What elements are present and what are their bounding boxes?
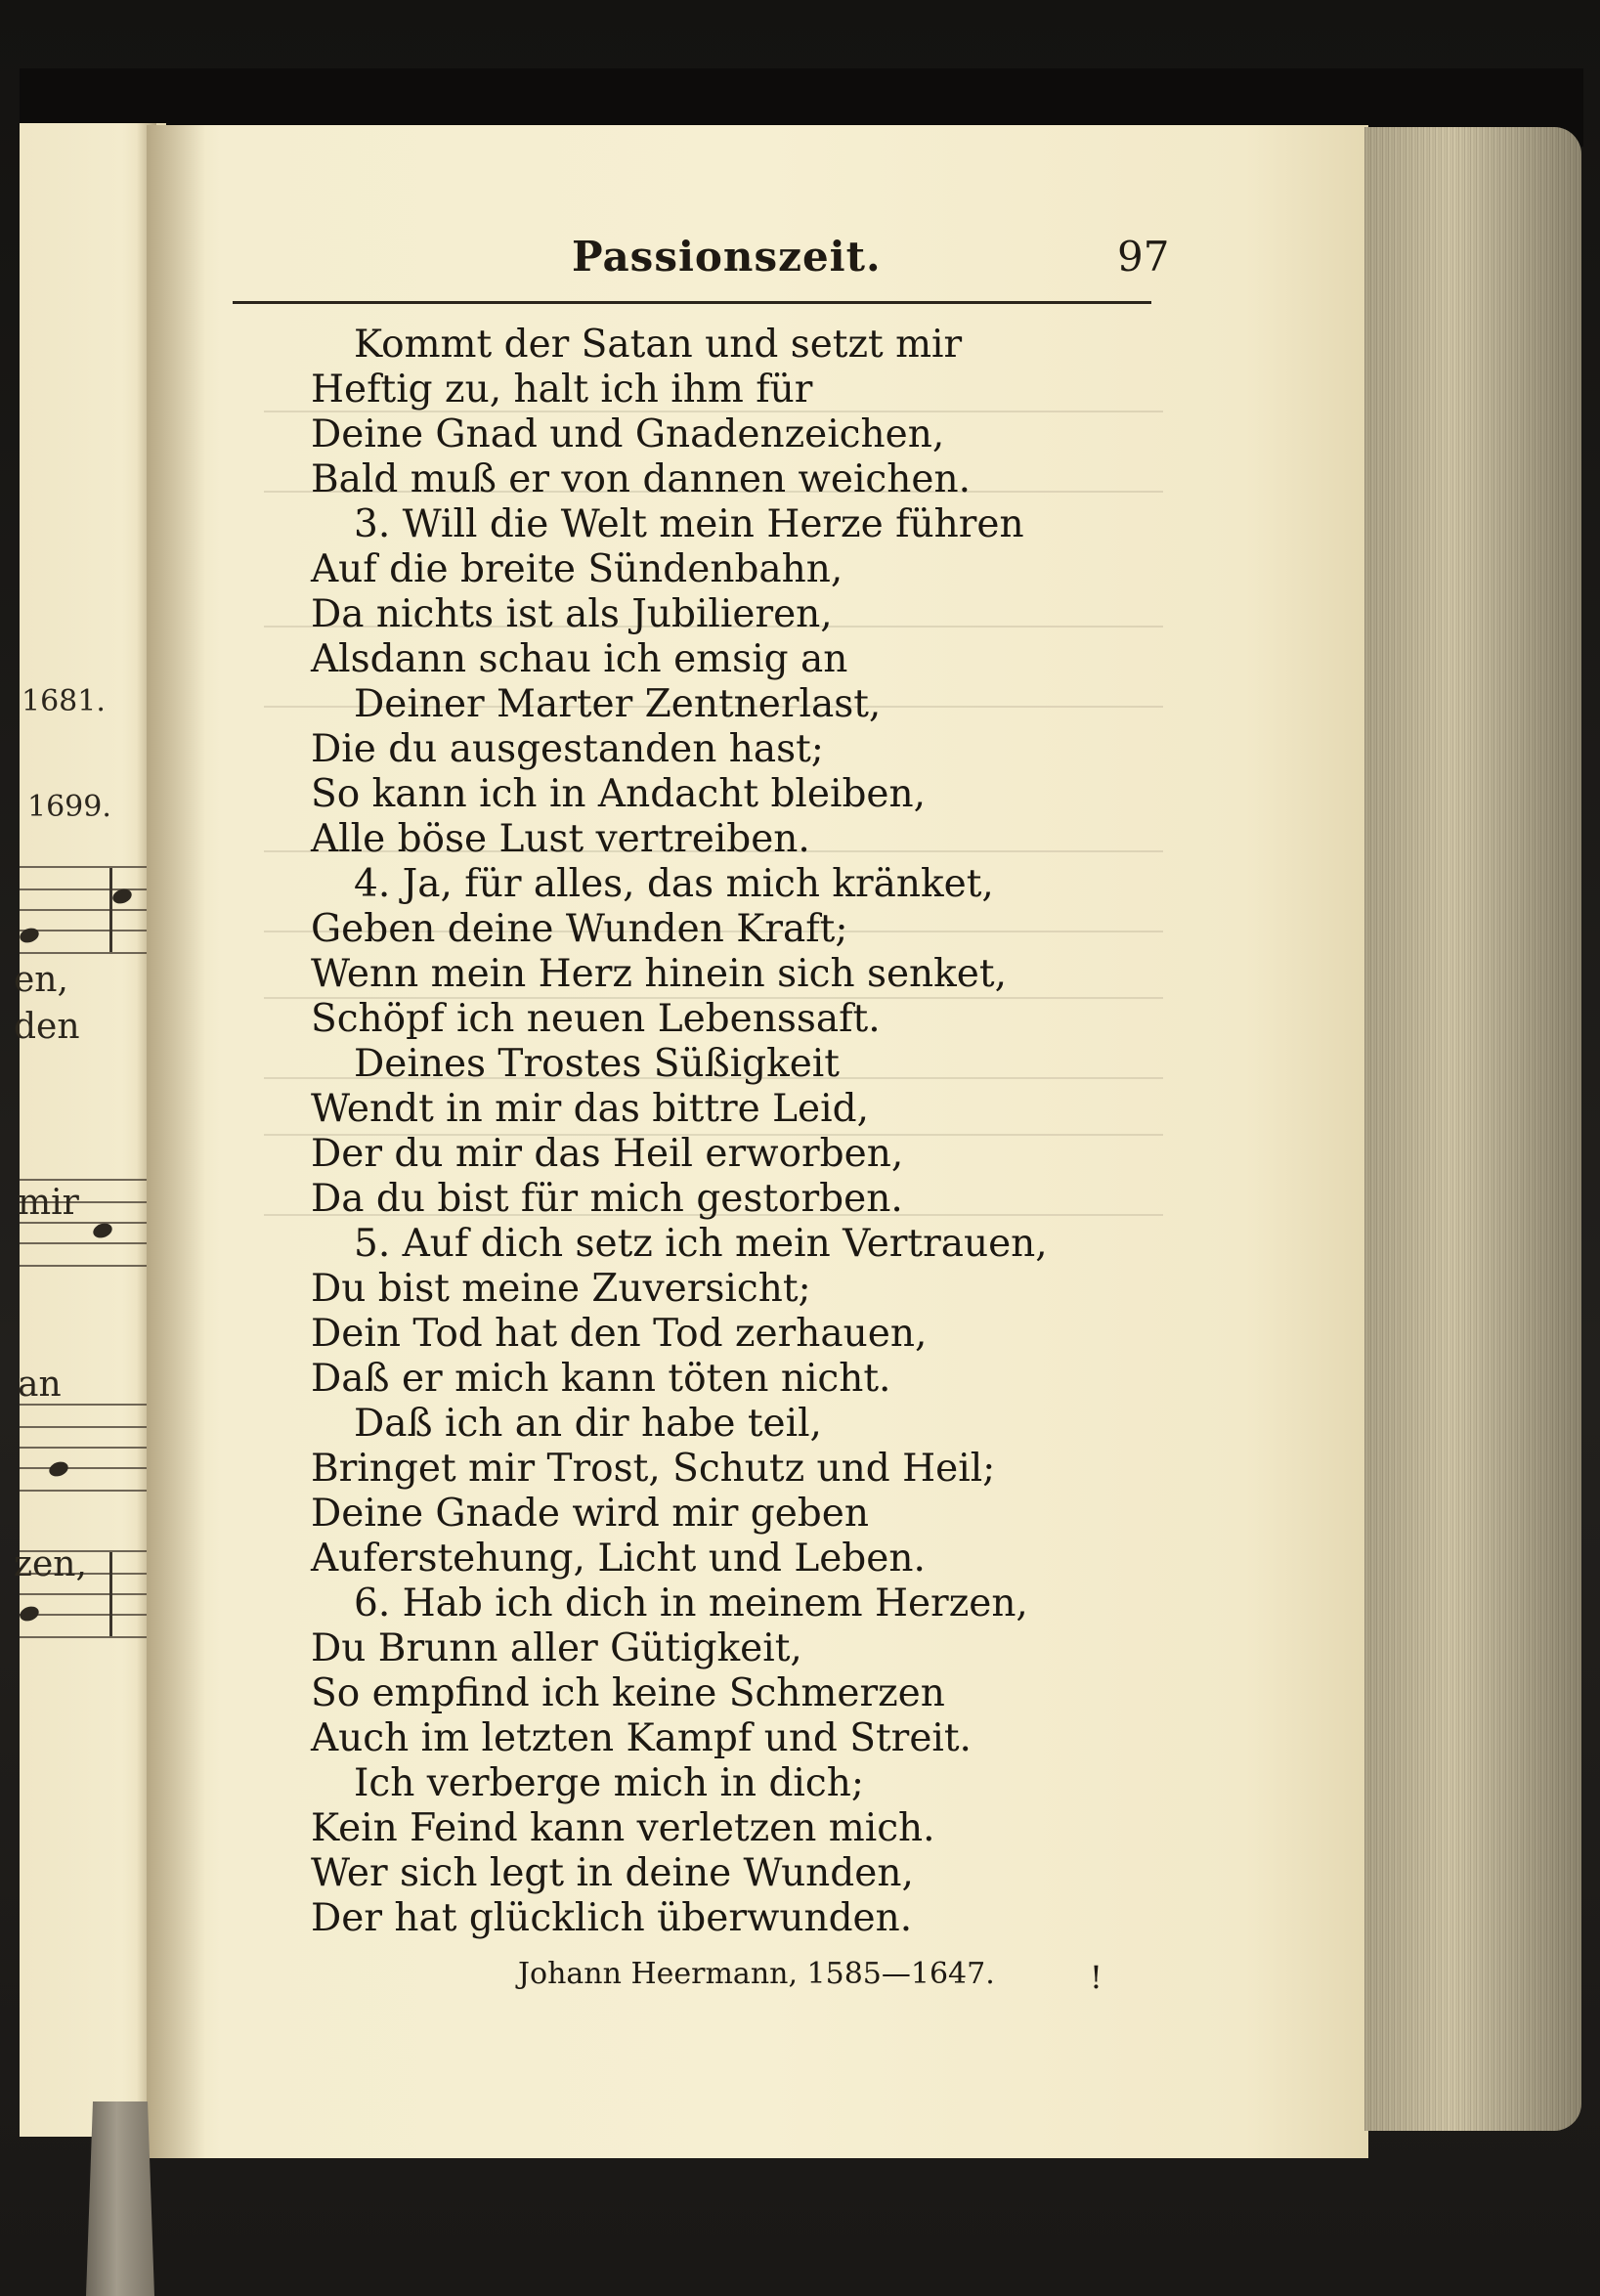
verse-line: Du bist meine Zuversicht; xyxy=(311,1267,811,1311)
verse-line: Auferstehung, Licht und Leben. xyxy=(311,1537,926,1581)
verse-line: Deines Trostes Süßigkeit xyxy=(354,1042,840,1086)
verse-line: Deiner Marter Zentnerlast, xyxy=(354,682,882,726)
page-number: 97 xyxy=(1117,233,1170,281)
page-title: Passionszeit. xyxy=(572,233,882,281)
verse-line: Da nichts ist als Jubilieren, xyxy=(311,592,833,636)
verse-line: Der du mir das Heil erworben, xyxy=(311,1132,904,1176)
footer-mark: ! xyxy=(1090,1959,1103,1996)
verse-line: So kann ich in Andacht bleiben, xyxy=(311,772,927,816)
left-page-text-fragment: en, xyxy=(14,960,68,1000)
verse-line: Bald muß er von dannen weichen. xyxy=(311,457,971,501)
verse-line: Deine Gnade wird mir geben xyxy=(311,1492,869,1536)
verse-line: 4. Ja, für alles, das mich kränket, xyxy=(354,862,994,906)
verse-line: 6. Hab ich dich in meinem Herzen, xyxy=(354,1581,1028,1625)
verse-line: Kommt der Satan und setzt mir xyxy=(354,323,963,367)
left-page-text-fragment: den xyxy=(14,1007,80,1047)
verse-line: Bringet mir Trost, Schutz und Heil; xyxy=(311,1447,996,1491)
left-page-number-fragment: 1681. xyxy=(22,684,106,718)
ribbon-bookmark xyxy=(86,2101,154,2296)
author-credit: Johann Heermann, 1585—1647. xyxy=(518,1957,995,1991)
verse-line: Schöpf ich neuen Lebenssaft. xyxy=(311,997,881,1041)
verse-line: Alle böse Lust vertreiben. xyxy=(311,817,810,861)
verse-line: Geben deine Wunden Kraft; xyxy=(311,907,848,951)
verse-line: 5. Auf dich setz ich mein Vertrauen, xyxy=(354,1222,1048,1266)
verse-line: Wendt in mir das bittre Leid, xyxy=(311,1087,869,1131)
verse-line: Dein Tod hat den Tod zerhauen, xyxy=(311,1312,928,1356)
verse-line: Auf die breite Sündenbahn, xyxy=(311,547,843,591)
verse-line: Da du bist für mich gestorben. xyxy=(311,1177,903,1221)
verse-line: Du Brunn aller Gütigkeit, xyxy=(311,1626,802,1670)
left-page-number-fragment: 1699. xyxy=(27,790,111,824)
left-page-text-fragment: an xyxy=(18,1365,62,1405)
verse-line: Heftig zu, halt ich ihm für xyxy=(311,368,813,412)
verse-line: Deine Gnad und Gnadenzeichen, xyxy=(311,412,945,456)
verse-line: Kein Feind kann verletzen mich. xyxy=(311,1806,935,1850)
left-page-text-fragment: mir xyxy=(18,1183,79,1223)
verse-line: Daß er mich kann töten nicht. xyxy=(311,1357,891,1401)
verse-line: Alsdann schau ich emsig an xyxy=(311,637,848,681)
verse-line: So empfind ich keine Schmerzen xyxy=(311,1671,945,1715)
verse-line: Auch im letzten Kampf und Streit. xyxy=(311,1716,972,1760)
verse-line: Daß ich an dir habe teil, xyxy=(354,1402,822,1446)
verse-line: Wenn mein Herz hinein sich senket, xyxy=(311,952,1007,996)
verse-line: Ich verberge mich in dich; xyxy=(354,1761,864,1805)
verse-line: Die du ausgestanden hast; xyxy=(311,727,824,771)
verse-line: Wer sich legt in deine Wunden, xyxy=(311,1851,914,1895)
left-page-text-fragment: zen, xyxy=(14,1544,87,1584)
verse-line: 3. Will die Welt mein Herze führen xyxy=(354,502,1024,546)
verse-line: Der hat glücklich überwunden. xyxy=(311,1896,913,1940)
